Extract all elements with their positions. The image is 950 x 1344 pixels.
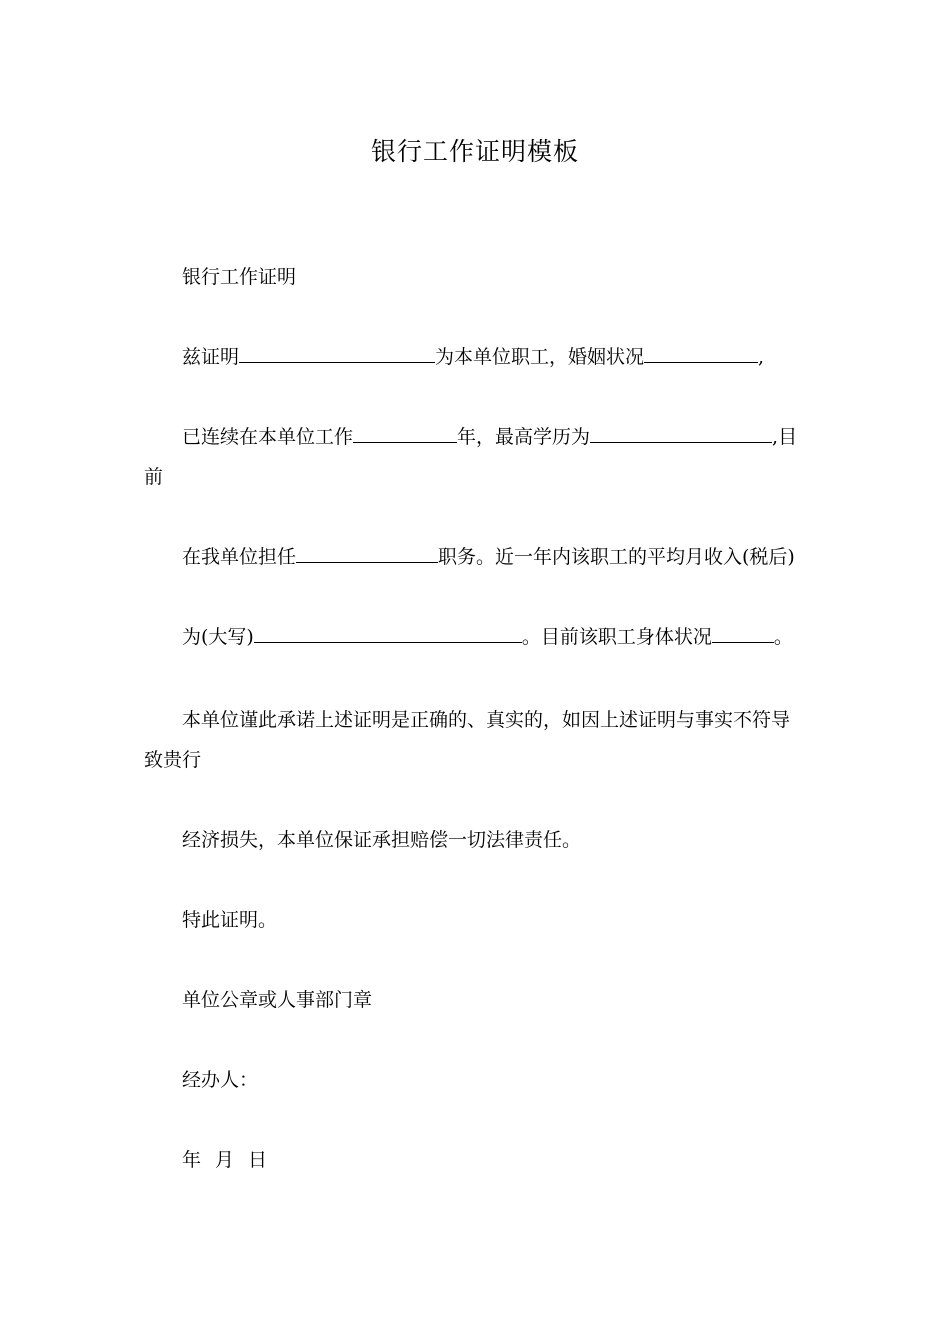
- p2-wrap: 前: [144, 466, 164, 488]
- paragraph-closing: [144, 900, 804, 940]
- p2-before: 已连续在本单位工作: [182, 426, 354, 448]
- paragraph-tenure: [144, 417, 804, 457]
- heading-line: [144, 257, 804, 297]
- p3-after: 职务。近一年内该职工的平均月收入(税后): [438, 546, 795, 568]
- date-year: 年: [182, 1149, 202, 1171]
- p5-line2: 致贵行: [144, 749, 202, 771]
- paragraph-liability: [144, 820, 804, 860]
- p5-line1: 本单位谨此承诺上述证明是正确的、真实的，如因上述证明与事实不符导: [182, 709, 791, 731]
- position-blank[interactable]: [296, 540, 438, 563]
- education-blank[interactable]: [590, 420, 772, 443]
- paragraph-commitment: [144, 700, 804, 740]
- p3-before: 在我单位担任: [182, 546, 297, 568]
- p4-before: 为(大写): [182, 626, 254, 648]
- certificate-heading: 银行工作证明: [182, 266, 297, 288]
- p1-after: ,: [758, 346, 765, 368]
- p1-middle: 为本单位职工，婚姻状况: [435, 346, 645, 368]
- p4-middle: 。目前该职工身体状况: [521, 626, 712, 648]
- name-blank[interactable]: [239, 340, 435, 363]
- handler-line: [144, 1060, 804, 1100]
- p4-after: 。: [773, 626, 793, 648]
- date-day: 日: [248, 1149, 268, 1171]
- p2-middle: 年，最高学历为: [457, 426, 591, 448]
- p1-before: 兹证明: [182, 346, 240, 368]
- years-blank[interactable]: [353, 420, 457, 443]
- income-blank[interactable]: [254, 620, 522, 643]
- paragraph-employee: [144, 337, 804, 377]
- paragraph-tenure-wrap: [144, 457, 804, 497]
- date-month: 月: [215, 1149, 235, 1171]
- seal-line: [144, 980, 804, 1020]
- date-line: [144, 1140, 804, 1180]
- document-title: 银行工作证明模板: [370, 137, 579, 166]
- paragraph-income: [144, 617, 804, 657]
- paragraph-commitment-wrap: [144, 740, 804, 780]
- paragraph-position: [144, 537, 804, 577]
- seal-label: 单位公章或人事部门章: [182, 989, 373, 1011]
- p6-text: 经济损失，本单位保证承担赔偿一切法律责任。: [182, 829, 582, 851]
- p7-text: 特此证明。: [182, 909, 278, 931]
- handler-label: 经办人：: [182, 1069, 259, 1091]
- p2-after: ,目: [772, 426, 798, 448]
- health-blank[interactable]: [712, 620, 774, 643]
- marital-status-blank[interactable]: [644, 340, 758, 363]
